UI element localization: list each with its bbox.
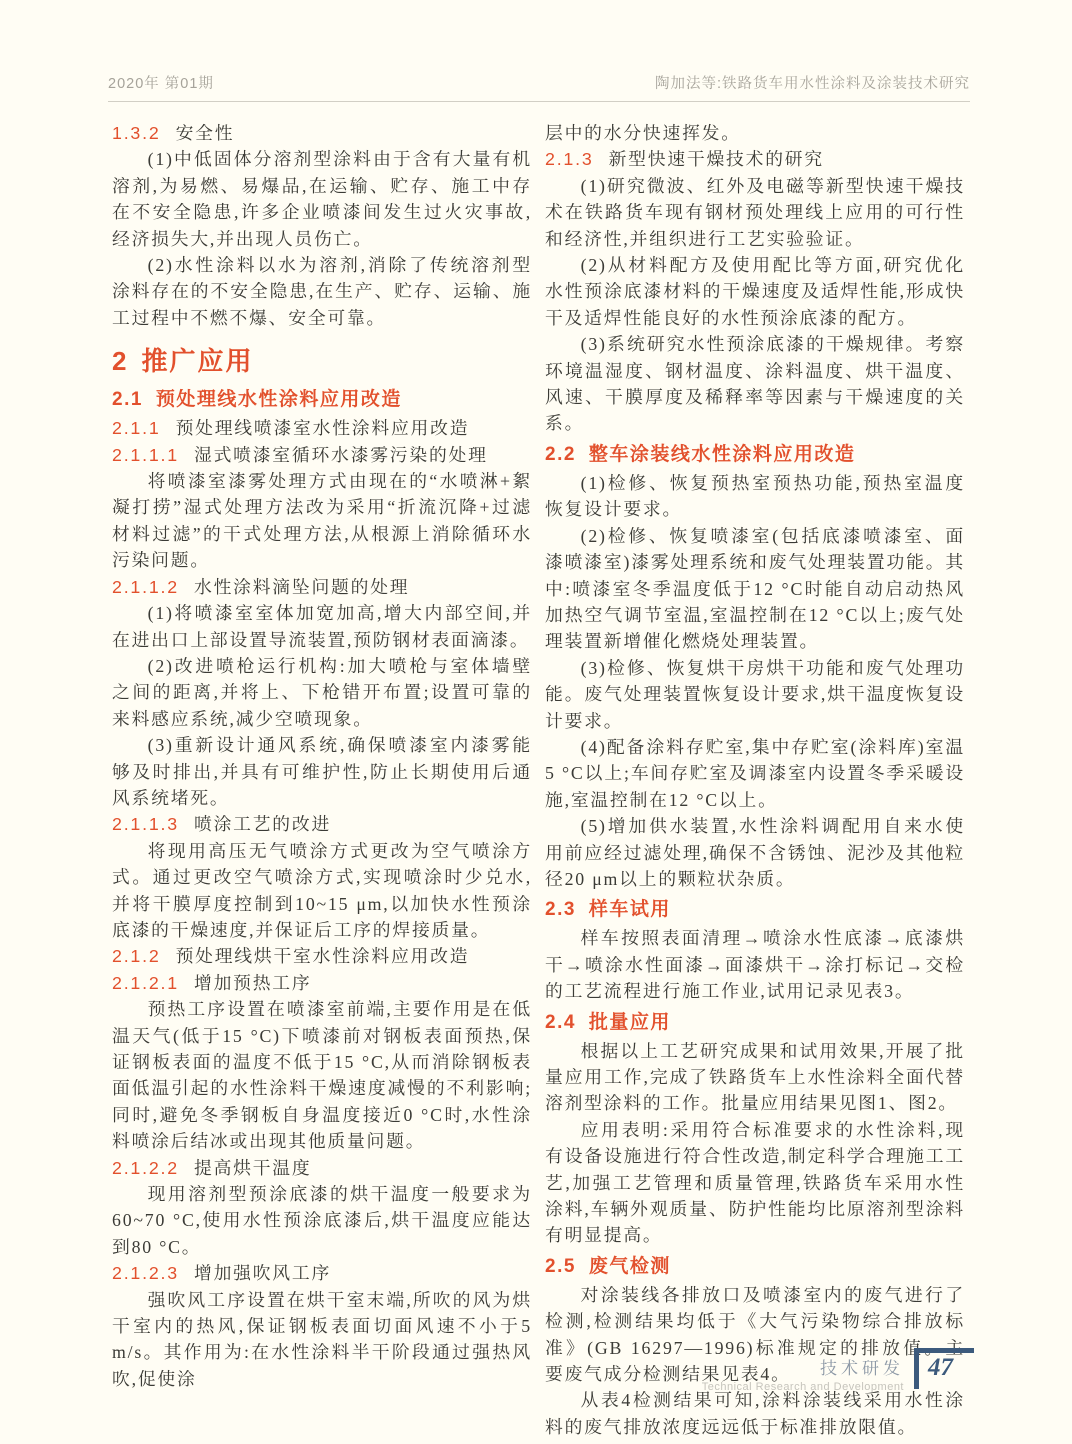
paragraph: (1)研究微波、红外及电磁等新型快速干燥技术在铁路货车现有钢材预处理线上应用的可行性和经济性,并组织进行工艺实验验证。: [545, 175, 965, 249]
heading-text: 湿式喷漆室循环水漆雾污染的处理: [193, 444, 488, 465]
heading-number: 2.2: [545, 443, 576, 465]
paragraph: 从表4检测结果可知,涂料涂装线采用水性涂料的废气排放浓度远远低于标准排放限值。: [545, 1390, 965, 1437]
heading-text: 水性涂料滴坠问题的处理: [193, 576, 410, 597]
paragraph: (5)增加供水装置,水性涂料调配用自来水使用前应经过滤处理,确保不含锈蚀、泥沙及其他粒径20 μm以上的颗粒状杂质。: [545, 816, 965, 889]
paragraph: (2)从材料配方及使用配比等方面,研究优化水性预涂底漆材料的干燥速度及适焊性能,形成快干及适焊性能良好的水性预涂底漆的配方。: [545, 255, 965, 328]
heading-number: 2.1: [112, 389, 143, 411]
footer-section-cn: 技术研发: [820, 1359, 904, 1378]
heading-text: 新型快速干燥技术的研究: [608, 149, 824, 170]
section-heading: [545, 146, 965, 172]
paragraph: 强吹风工序设置在烘干室末端,所吹的风为烘干室内的热风,保证钢板表面切面风速不小于5 m/s。其作用为:在水性涂料半干阶段通过强热风吹,促使涂: [112, 1289, 532, 1389]
section-heading: [112, 1155, 532, 1181]
heading-number: 2.1.1: [112, 418, 161, 439]
heading-text: 废气检测: [588, 1255, 671, 1277]
paragraph: 根据以上工艺研究成果和试用效果,开展了批量应用工作,完成了铁路货车上水性涂料全面代替溶剂型涂料的工作。批量应用结果见图1、图2。: [545, 1040, 965, 1114]
heading-text: 推广应用: [141, 346, 254, 377]
heading-number: 2.1.2: [112, 946, 161, 967]
issue-info: 2020年 第01期: [108, 76, 214, 92]
paragraph: (1)中低固体分溶剂型涂料由于含有大量有机溶剂,为易燃、易爆品,在运输、贮存、施工中存在不安全隐患,许多企业喷漆间发生过火灾事故,经济损失大,并出现人员伤亡。: [112, 149, 532, 249]
heading-number: 1.3.2: [112, 123, 161, 143]
section-heading: [112, 120, 532, 146]
heading-number: 2.3: [545, 899, 576, 921]
heading-number: 2.1.2.1: [112, 972, 179, 993]
paragraph: (4)配备涂料存贮室,集中存贮室(涂料库)室温5 °C以上;车间存贮室及调漆室内设置冬季采暖设施,室温控制在12 °C以上。: [545, 736, 965, 810]
paragraph: 现用溶剂型预涂底漆的烘干温度一般要求为60~70 °C,使用水性预涂底漆后,烘干温度应能达到80 °C。: [112, 1184, 532, 1257]
section-heading: [112, 1260, 532, 1286]
right-column: [545, 120, 965, 1440]
paragraph: (2)改进喷枪运行机构:加大喷枪与室体墙壁之间的距离,并将上、下枪错开布置;设置可靠的来料感应系统,减少空喷现象。: [112, 655, 532, 729]
paragraph: 将现用高压无气喷涂方式更改为空气喷涂方式。通过更改空气喷涂方式,实现喷涂时少兑水,并将干膜厚度控制到10~15 μm,以加快水性预涂底漆的干燥速度,并保证后工序的焊接质量。: [112, 840, 532, 940]
heading-number: 2.1.1.2: [112, 576, 179, 597]
heading-number: 2.5: [545, 1255, 576, 1277]
paragraph: (1)将喷漆室室体加宽加高,增大内部空间,并在进出口上部设置导流装置,预防钢材表面滴漆。: [112, 603, 532, 650]
paragraph: 样车按照表面清理→喷涂水性底漆→底漆烘干→喷涂水性面漆→面漆烘干→涂打标记→交检的工艺流程进行施工作业,试用记录见表3。: [545, 928, 965, 1002]
paragraph: 应用表明:采用符合标准要求的水性涂料,现有设备设施进行符合性改造,制定科学合理施工工艺,加强工艺管理和质量管理,铁路货车采用水性涂料,车辆外观质量、防护性能均比原溶剂型涂料有明显提高。: [545, 1119, 965, 1246]
heading-text: 增加预热工序: [193, 972, 312, 993]
paragraph: (2)水性涂料以水为溶剂,消除了传统溶剂型涂料存在的不安全隐患,在生产、贮存、运输、施工过程中不燃不爆、安全可靠。: [112, 255, 532, 328]
heading-number: 2.4: [545, 1011, 576, 1033]
section-heading: [545, 1253, 965, 1280]
paragraph: (3)检修、恢复烘干房烘干功能和废气处理功能。废气处理装置恢复设计要求,烘干温度恢复设计要求。: [545, 657, 965, 731]
heading-text: 批量应用: [588, 1011, 671, 1033]
paragraph: (3)重新设计通风系统,确保喷漆室内漆雾能够及时排出,并具有可维护性,防止长期使用后通风系统堵死。: [112, 735, 532, 808]
heading-text: 整车涂装线水性涂料应用改造: [588, 443, 856, 465]
section-heading: [112, 943, 532, 969]
heading-text: 提高烘干温度: [193, 1157, 312, 1178]
page-header: [108, 72, 970, 102]
section-heading: [545, 441, 965, 468]
heading-number: 2.1.1.1: [112, 444, 179, 465]
heading-text: 预处理线喷漆室水性涂料应用改造: [175, 418, 470, 439]
paragraph: (1)检修、恢复预热室预热功能,预热室温度恢复设计要求。: [545, 472, 965, 520]
section-heading: [545, 896, 965, 923]
article-body: [112, 120, 968, 1440]
heading-text: 增加强吹风工序: [193, 1263, 332, 1284]
section-heading: [112, 574, 532, 600]
heading-number: 2.1.3: [545, 149, 594, 170]
page-number: 47: [928, 1354, 953, 1381]
heading-text: 安全性: [175, 123, 235, 143]
heading-text: 样车试用: [588, 899, 671, 921]
paragraph: (2)检修、恢复喷漆室(包括底漆喷漆室、面漆喷漆室)漆雾处理系统和废气处理装置功能。其中:喷漆室冬季温度低于12 °C时能自动启动热风加热空气调节室温,室温控制在12 °C以上;废气处理装置新增催化燃烧处理装置。: [545, 525, 965, 652]
footer-section-en: Technical Research and Development: [701, 1381, 904, 1393]
section-heading: [112, 442, 532, 468]
heading-number: 2.1.1.3: [112, 814, 179, 835]
paragraph: 预热工序设置在喷漆室前端,主要作用是在低温天气(低于15 °C)下喷漆前对钢板表面预热,保证钢板表面的温度不低于15 °C,从而消除钢板表面低温引起的水性涂料干燥速度减慢的不利影响;同时,避免冬季钢板自身温度接近0 °C时,水性涂料喷涂后结冰或出现其他质量问题。: [112, 999, 532, 1152]
heading-number: 2: [112, 346, 129, 377]
section-heading: [112, 415, 532, 441]
page-number-badge: [914, 1348, 974, 1389]
heading-text: 喷涂工艺的改进: [193, 814, 332, 835]
section-heading: [112, 970, 532, 996]
heading-number: 2.1.2.3: [112, 1263, 179, 1284]
paragraph: 对涂装线各排放口及喷漆室内的废气进行了检测,检测结果均低于《大气污染物综合排放标准》(GB 16297—1996)标准规定的排放值。主要废气成分检测结果见表4。: [545, 1284, 965, 1385]
page-footer: [702, 1348, 974, 1393]
section-heading: [112, 811, 532, 837]
heading-text: 预处理线水性涂料应用改造: [155, 389, 402, 411]
paragraph: (3)系统研究水性预涂底漆的干燥规律。考察环境温湿度、钢材温度、涂料温度、烘干温度、风速、干膜厚度及稀释率等因素与干燥速度的关系。: [545, 334, 965, 434]
footer-section-titles: [702, 1348, 904, 1393]
section-heading: [112, 386, 532, 413]
running-title: 陶加法等:铁路货车用水性涂料及涂装技术研究: [654, 76, 970, 92]
section-heading: [545, 1009, 965, 1036]
left-column: [112, 120, 532, 1440]
paragraph: 层中的水分快速挥发。: [545, 123, 741, 143]
section-heading: [112, 345, 532, 378]
paragraph: 将喷漆室漆雾处理方式由现在的“水喷淋+絮凝打捞”湿式处理方法改为采用“折流沉降+过滤材料过滤”的干式处理方法,从根源上消除循环水污染问题。: [112, 471, 532, 571]
heading-text: 预处理线烘干室水性涂料应用改造: [175, 946, 470, 967]
heading-number: 2.1.2.2: [112, 1157, 179, 1178]
